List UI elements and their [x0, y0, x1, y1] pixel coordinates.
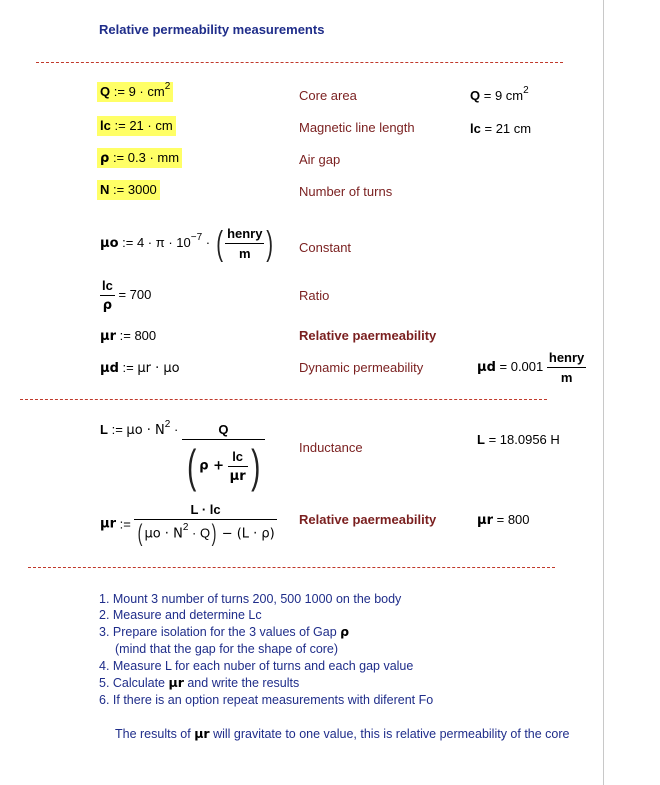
- page-title: Relative permeability measurements: [99, 22, 325, 37]
- n-description: Number of turns: [299, 184, 393, 199]
- page-right-border: [603, 0, 604, 785]
- mur-definition[interactable]: μr := 800: [100, 328, 157, 344]
- ratio-expression[interactable]: $\frac{lc}{\rho}$ = 700: [102, 278, 152, 313]
- mur-formula-description: Relative paermeability: [299, 512, 437, 527]
- lc-description: Magnetic line length: [299, 120, 415, 135]
- lc-result: lc = 21 cm: [470, 121, 532, 136]
- n-definition[interactable]: N := 3000: [97, 182, 160, 197]
- q-definition[interactable]: Q := $9 \cdot cm^2$: [97, 84, 173, 99]
- ratio-description: Ratio: [299, 288, 330, 303]
- separator-middle: [20, 399, 547, 400]
- instruction-3: 3. Prepare isolation for the 3 values of Gap ρ: [99, 624, 350, 639]
- mud-description: Dynamic permeability: [299, 360, 424, 375]
- instruction-4: 4. Measure L for each nuber of turns and each gap value: [99, 659, 414, 673]
- rho-definition[interactable]: ρ := 0.3 · mm: [97, 150, 182, 166]
- l-description: Inductance: [299, 440, 363, 455]
- instruction-6: 6. If there is an option repeat measurements with diferent Fo: [99, 693, 434, 707]
- mur-formula-result: μr = 800: [477, 512, 530, 528]
- instruction-3-note: (mind that the gap for the shape of core): [115, 642, 339, 656]
- rho-description: Air gap: [299, 152, 341, 167]
- q-description: Core area: [299, 88, 357, 103]
- instruction-1: 1. Mount 3 number of turns 200, 500 1000 on the body: [99, 592, 402, 606]
- lc-definition[interactable]: lc := 21 · cm: [97, 118, 176, 133]
- mu0-description: Constant: [299, 240, 352, 255]
- mud-result: μd = 0.001 $\frac{\text{henry}}{m}$: [477, 350, 585, 385]
- l-result: L = 18.0956 H: [477, 432, 560, 447]
- q-result: Q = 9 $cm^2$: [470, 85, 529, 103]
- instruction-2: 2. Measure and determine Lc: [99, 608, 262, 622]
- mud-definition[interactable]: μd := μr · μo: [100, 360, 180, 376]
- mu0-definition[interactable]: μo := $4 \cdot \pi \cdot 10^{-7}$ · ( $\frac{\text{henry}}{m}$ ): [100, 224, 274, 263]
- separator-top: [36, 62, 563, 63]
- mur-description: Relative paermeability: [299, 328, 437, 343]
- instruction-5: 5. Calculate μr and write the results: [99, 675, 300, 690]
- l-definition[interactable]: L := $\mu o \cdot N^2$ · Q ( ρ + $\frac{lc}{\mu r}$ ): [100, 422, 265, 489]
- conclusion-text: The results of μr will gravitate to one value, this is relative permeability of the core: [115, 726, 570, 741]
- mur-formula[interactable]: μr := $\frac{L \cdot lc}{( \mu o \cdot N^2 \cdot Q) - (L \cdot \rho)}$: [100, 502, 275, 547]
- separator-bottom: [28, 567, 555, 568]
